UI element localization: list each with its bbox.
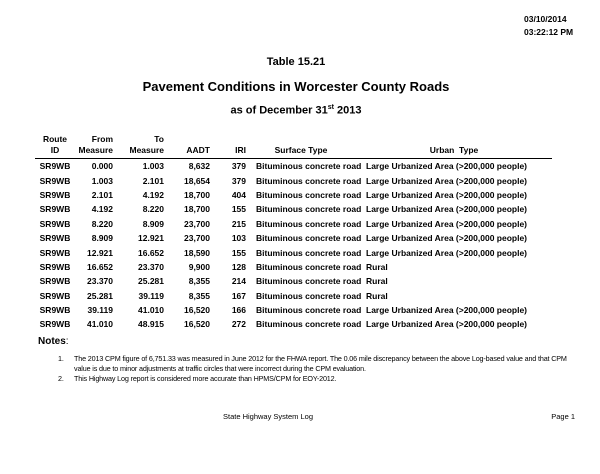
- cell-surface-type: Bituminous concrete road: [256, 218, 362, 229]
- cell-urban-type: Large Urbanized Area (>200,000 people): [366, 319, 528, 330]
- cell-to-measure: 41.010: [138, 305, 164, 316]
- column-header-iri: IRI: [235, 145, 246, 155]
- cell-from-measure: 25.281: [87, 290, 113, 301]
- pavement-conditions-table: [35, 134, 552, 332]
- cell-urban-type: Large Urbanized Area (>200,000 people): [366, 218, 528, 229]
- column-header-from-measure: From Measure: [78, 134, 113, 155]
- cell-iri: 379: [231, 175, 246, 186]
- note-number: 1.: [58, 354, 64, 363]
- table-row: [35, 217, 552, 231]
- footer-title: State Highway System Log: [222, 412, 314, 421]
- note-item: [58, 374, 572, 384]
- print-datetime: [524, 13, 573, 39]
- cell-from-measure: 16.652: [87, 261, 113, 272]
- cell-route-id: SR9WB: [39, 204, 71, 215]
- notes-list: [58, 354, 572, 384]
- cell-iri: 214: [231, 276, 246, 287]
- cell-surface-type: Bituminous concrete road: [256, 305, 362, 316]
- cell-from-measure: 1.003: [91, 175, 113, 186]
- as-of-suffix: 2013: [333, 104, 362, 117]
- cell-to-measure: 8.220: [142, 204, 164, 215]
- column-header-to-measure: To Measure: [129, 134, 164, 155]
- cell-route-id: SR9WB: [39, 218, 71, 229]
- cell-route-id: SR9WB: [39, 189, 71, 200]
- cell-iri: 379: [231, 161, 246, 172]
- table-body: [35, 159, 552, 332]
- cell-aadt: 18,654: [184, 175, 210, 186]
- cell-route-id: SR9WB: [39, 319, 71, 330]
- table-row: [35, 245, 552, 259]
- cell-to-measure: 4.192: [142, 189, 164, 200]
- cell-urban-type: Rural: [366, 290, 388, 301]
- cell-to-measure: 48.915: [138, 319, 164, 330]
- cell-aadt: 8,355: [188, 290, 210, 301]
- cell-aadt: 18,700: [184, 204, 210, 215]
- cell-aadt: 16,520: [184, 319, 210, 330]
- cell-from-measure: 12.921: [87, 247, 113, 258]
- as-of-subtitle: [0, 104, 592, 117]
- cell-route-id: SR9WB: [39, 290, 71, 301]
- table-header-row: [35, 134, 552, 159]
- cell-iri: 128: [231, 261, 246, 272]
- cell-iri: 215: [231, 218, 246, 229]
- cell-to-measure: 12.921: [138, 233, 164, 244]
- table-row: [35, 289, 552, 303]
- cell-aadt: 8,355: [188, 276, 210, 287]
- as-of-superscript: st: [327, 104, 334, 111]
- cell-route-id: SR9WB: [39, 247, 71, 258]
- cell-urban-type: Large Urbanized Area (>200,000 people): [366, 175, 528, 186]
- cell-from-measure: 4.192: [91, 204, 113, 215]
- cell-aadt: 18,590: [184, 247, 210, 258]
- cell-surface-type: Bituminous concrete road: [256, 175, 362, 186]
- cell-surface-type: Bituminous concrete road: [256, 189, 362, 200]
- cell-to-measure: 2.101: [142, 175, 164, 186]
- cell-urban-type: Large Urbanized Area (>200,000 people): [366, 247, 528, 258]
- cell-to-measure: 8.909: [142, 218, 164, 229]
- cell-surface-type: Bituminous concrete road: [256, 233, 362, 244]
- cell-iri: 155: [231, 247, 246, 258]
- cell-surface-type: Bituminous concrete road: [256, 276, 362, 287]
- footer-page-number: Page 1: [551, 412, 575, 421]
- cell-to-measure: 16.652: [138, 247, 164, 258]
- note-text: This Highway Log report is considered more accurate than HPMS/CPM for EOY-2012.: [74, 374, 337, 384]
- cell-route-id: SR9WB: [39, 161, 71, 172]
- table-row: [35, 303, 552, 317]
- cell-urban-type: Large Urbanized Area (>200,000 people): [366, 233, 528, 244]
- table-row: [35, 159, 552, 173]
- cell-iri: 404: [231, 189, 246, 200]
- cell-urban-type: Large Urbanized Area (>200,000 people): [366, 305, 528, 316]
- cell-route-id: SR9WB: [39, 233, 71, 244]
- table-row: [35, 274, 552, 288]
- table-row: [35, 260, 552, 274]
- cell-aadt: 23,700: [184, 233, 210, 244]
- table-row: [35, 173, 552, 187]
- note-text: The 2013 CPM figure of 6,751.33 was measured in June 2012 for the FHWA report. The 0.06 mile discrepancy between the above Log-based value and that CPM value is due to minor adjustments at traffic circles that were incorrect during the CPM evaluation.: [74, 354, 567, 373]
- cell-from-measure: 23.370: [87, 276, 113, 287]
- notes-heading: Notes:: [38, 336, 69, 347]
- table-row: [35, 317, 552, 331]
- table-row: [35, 231, 552, 245]
- cell-urban-type: Rural: [366, 276, 388, 287]
- column-header-urban-type: Urban Type: [429, 145, 479, 155]
- cell-to-measure: 25.281: [138, 276, 164, 287]
- cell-iri: 103: [231, 233, 246, 244]
- table-number-title: Table 15.21: [266, 56, 326, 68]
- as-of-prefix: as of December 31: [230, 104, 328, 117]
- cell-iri: 155: [231, 204, 246, 215]
- column-header-route-id: Route ID: [42, 134, 68, 155]
- cell-route-id: SR9WB: [39, 261, 71, 272]
- cell-urban-type: Large Urbanized Area (>200,000 people): [366, 161, 528, 172]
- cell-urban-type: Large Urbanized Area (>200,000 people): [366, 204, 528, 215]
- cell-route-id: SR9WB: [39, 276, 71, 287]
- cell-from-measure: 2.101: [91, 189, 113, 200]
- cell-from-measure: 8.909: [91, 233, 113, 244]
- page-title: Pavement Conditions in Worcester County Roads: [142, 79, 450, 94]
- cell-surface-type: Bituminous concrete road: [256, 261, 362, 272]
- note-number: 2.: [58, 374, 64, 384]
- cell-surface-type: Bituminous concrete road: [256, 204, 362, 215]
- cell-surface-type: Bituminous concrete road: [256, 161, 362, 172]
- cell-aadt: 23,700: [184, 218, 210, 229]
- cell-from-measure: 8.220: [91, 218, 113, 229]
- cell-aadt: 8,632: [188, 161, 210, 172]
- cell-route-id: SR9WB: [39, 305, 71, 316]
- cell-to-measure: 39.119: [138, 290, 164, 301]
- cell-from-measure: 0.000: [91, 161, 113, 172]
- cell-aadt: 18,700: [184, 189, 210, 200]
- cell-urban-type: Large Urbanized Area (>200,000 people): [366, 189, 528, 200]
- cell-to-measure: 23.370: [138, 261, 164, 272]
- cell-from-measure: 41.010: [87, 319, 113, 330]
- cell-route-id: SR9WB: [39, 175, 71, 186]
- cell-iri: 166: [231, 305, 246, 316]
- print-date: 03/10/2014: [524, 14, 567, 24]
- cell-iri: 167: [231, 290, 246, 301]
- cell-urban-type: Rural: [366, 261, 388, 272]
- cell-surface-type: Bituminous concrete road: [256, 247, 362, 258]
- table-row: [35, 188, 552, 202]
- note-item: [58, 354, 572, 374]
- print-time: 03:22:12 PM: [524, 27, 574, 37]
- column-header-aadt: AADT: [186, 145, 210, 155]
- cell-surface-type: Bituminous concrete road: [256, 290, 362, 301]
- table-row: [35, 202, 552, 216]
- cell-iri: 272: [231, 319, 246, 330]
- cell-surface-type: Bituminous concrete road: [256, 319, 362, 330]
- column-header-surface-type: Surface Type: [274, 145, 328, 155]
- cell-aadt: 9,900: [188, 261, 210, 272]
- cell-to-measure: 1.003: [142, 161, 164, 172]
- cell-aadt: 16,520: [184, 305, 210, 316]
- cell-from-measure: 39.119: [87, 305, 113, 316]
